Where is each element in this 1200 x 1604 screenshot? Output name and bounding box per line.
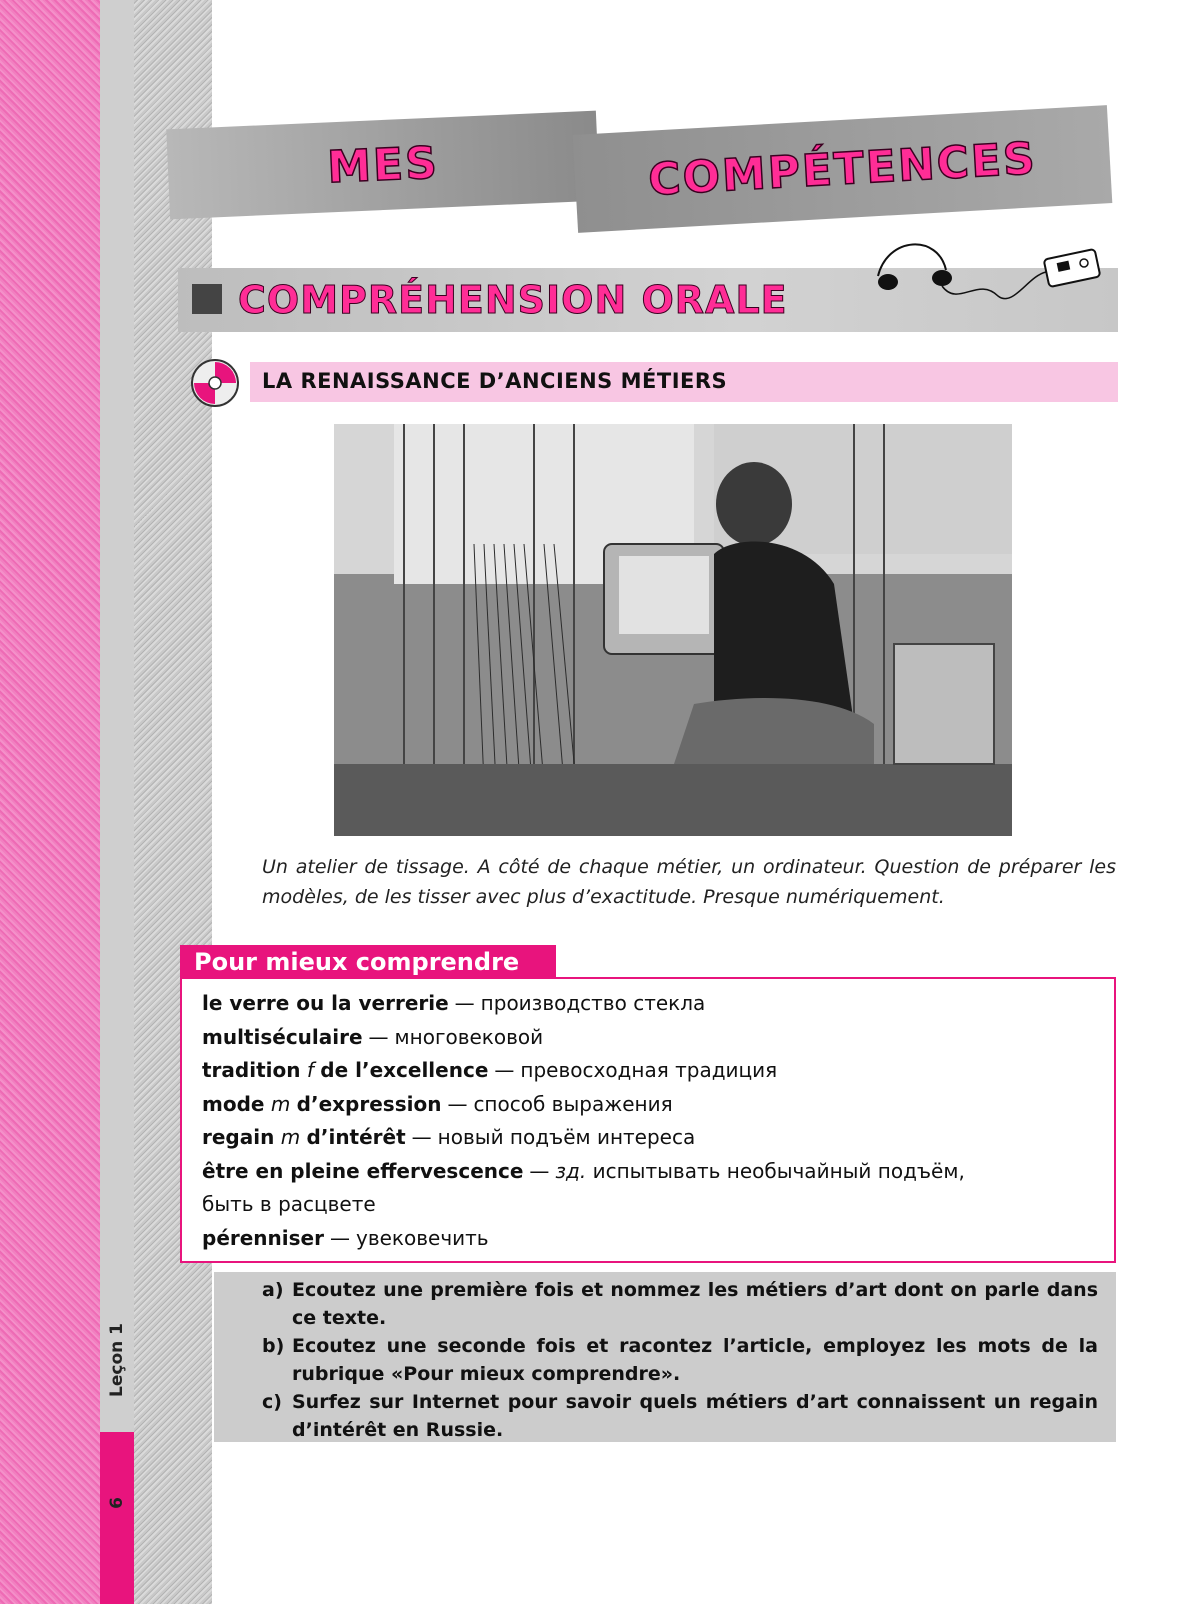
audio-player-icon — [1044, 249, 1101, 287]
vocab-entry: tradition f de l’excellence — превосходная традиция — [202, 1058, 778, 1082]
vocab-entry: быть в расцвете — [202, 1192, 376, 1216]
header-banner-mes-text: MES — [326, 137, 440, 193]
vocab-entry: être en pleine effervescence — зд. испытывать необычайный подъём, — [202, 1158, 965, 1183]
cd-icon — [190, 358, 240, 408]
page-tab — [100, 1432, 134, 1604]
decorative-speckle-strip — [134, 0, 212, 1604]
decorative-pink-strip — [0, 0, 100, 1604]
vocabulary-heading: Pour mieux comprendre — [194, 948, 520, 976]
header-banner-competences — [573, 105, 1113, 233]
task-item: c) Surfez sur Internet pour savoir quels métiers d’art connaissent un regain d’intérêt en Russie. — [262, 1391, 1098, 1441]
photo-caption: Un atelier de tissage. A côté de chaque métier, un ordinateur. Question de préparer les modèles, de les tisser avec plus d’exactitude. Presque numériquement. — [262, 856, 1116, 908]
vocab-entry: le verre ou la verrerie — производство стекла — [202, 991, 706, 1015]
vocab-entry: mode m d’expression — способ выражения — [202, 1091, 673, 1116]
section-bullet-square — [192, 284, 222, 314]
vocabulary-box — [180, 977, 1116, 1263]
header-banner-competences-text: COMPÉTENCES — [647, 132, 1038, 206]
vocab-entry: multiséculaire — многовековой — [202, 1024, 544, 1049]
task-item: a) Ecoutez une première fois et nommez les métiers d’art dont on parle dans ce texte. — [262, 1279, 1098, 1329]
headphones-icon — [868, 236, 1108, 308]
task-item: b) Ecoutez une seconde fois et racontez l’article, employez les mots de la rubrique «Pour mieux comprendre». — [262, 1335, 1098, 1385]
weaving-workshop-photo — [334, 424, 1012, 836]
lesson-label: Leçon 1 — [107, 1323, 127, 1397]
task-list — [214, 1272, 1116, 1442]
page-number: 6 — [107, 1497, 127, 1509]
vocab-entry: pérenniser — увековечить — [202, 1225, 489, 1250]
vocabulary-heading-tab — [180, 945, 556, 979]
listening-subtitle: LA RENAISSANCE D’ANCIENS MÉTIERS — [262, 369, 728, 393]
section-title: COMPRÉHENSION ORALE — [238, 278, 788, 322]
vocab-entry: regain m d’intérêt — новый подъём интереса — [202, 1125, 696, 1149]
header-banner-mes — [166, 111, 600, 220]
